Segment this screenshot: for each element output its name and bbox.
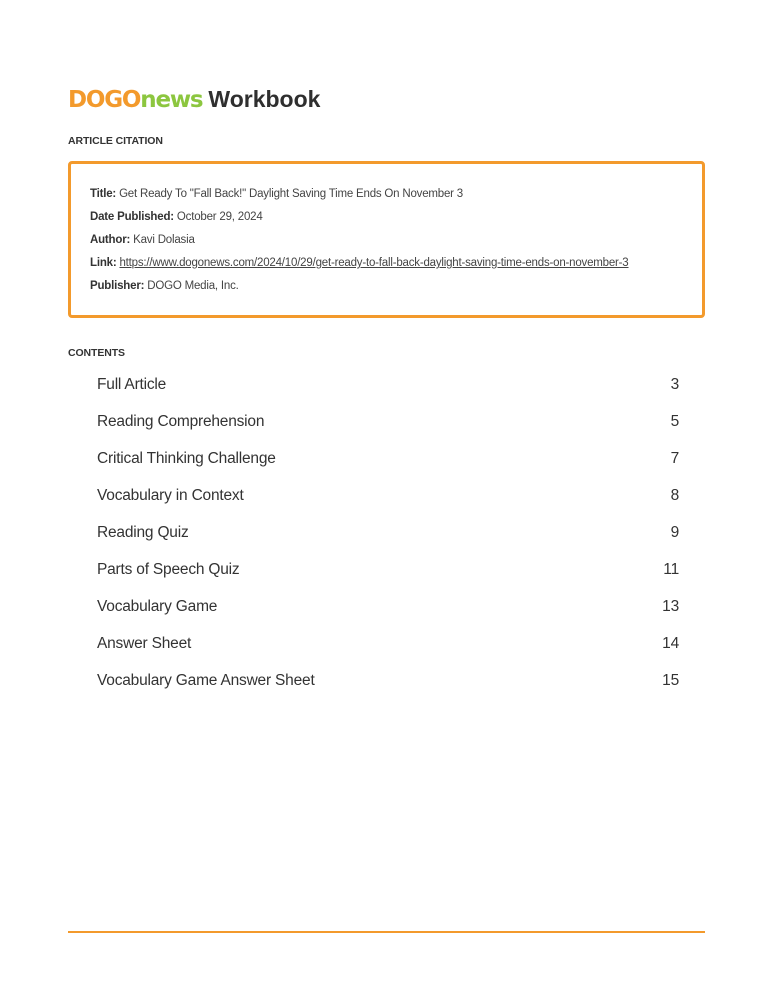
toc-item-critical-thinking[interactable] (97, 450, 679, 487)
toc-item-label: Vocabulary Game Answer Sheet (97, 672, 315, 689)
toc-item-page: 7 (670, 450, 679, 467)
workbook-header (68, 86, 320, 113)
citation-date-row (90, 211, 263, 223)
citation-author-value: Kavi Dolasia (133, 234, 195, 246)
toc-item-label: Answer Sheet (97, 635, 192, 652)
toc-item-full-article[interactable] (97, 376, 679, 413)
toc-item-page: 11 (663, 561, 679, 578)
citation-title-row (90, 188, 463, 200)
citation-link-key: Link: (90, 257, 117, 269)
toc-item-page: 9 (670, 524, 679, 541)
toc-item-page: 15 (662, 672, 679, 689)
footer-divider (68, 931, 705, 933)
citation-author-key: Author: (90, 234, 131, 246)
citation-publisher-key: Publisher: (90, 280, 145, 292)
article-citation-heading: ARTICLE CITATION (68, 135, 163, 147)
citation-author-row (90, 234, 195, 246)
toc-item-label: Full Article (97, 376, 167, 393)
toc-item-label: Vocabulary in Context (97, 487, 244, 504)
toc-item-parts-of-speech-quiz[interactable] (97, 561, 679, 598)
citation-publisher-row (90, 280, 239, 292)
citation-date-value: October 29, 2024 (176, 211, 263, 223)
citation-box (68, 161, 705, 318)
toc-item-page: 13 (662, 598, 679, 615)
dogonews-logo-dogo: DOGO (68, 87, 141, 113)
contents-heading: CONTENTS (68, 347, 125, 359)
toc-item-vocabulary-in-context[interactable] (97, 487, 679, 524)
toc-item-label: Parts of Speech Quiz (97, 561, 240, 578)
citation-link-row (90, 257, 629, 269)
dogonews-logo-news: news (140, 87, 203, 113)
toc-item-page: 8 (670, 487, 679, 504)
citation-link[interactable]: https://www.dogonews.com/2024/10/29/get-ready-to-fall-back-daylight-saving-time-ends-on-november-3 (119, 257, 629, 269)
toc-item-label: Reading Quiz (97, 524, 189, 541)
toc-item-vocabulary-game[interactable] (97, 598, 679, 635)
toc-item-page: 14 (662, 635, 679, 652)
toc-item-page: 5 (670, 413, 679, 430)
citation-title-key: Title: (90, 188, 117, 200)
toc-item-vocabulary-game-answer-sheet[interactable] (97, 672, 679, 709)
toc-item-label: Critical Thinking Challenge (97, 450, 276, 467)
citation-title-value: Get Ready To "Fall Back!" Daylight Saving Time Ends On November 3 (119, 188, 464, 200)
toc-item-page: 3 (670, 376, 679, 393)
citation-publisher-value: DOGO Media, Inc. (147, 280, 239, 292)
page-title: Workbook (208, 86, 321, 112)
toc-item-label: Reading Comprehension (97, 413, 265, 430)
toc-item-label: Vocabulary Game (97, 598, 218, 615)
toc-item-reading-quiz[interactable] (97, 524, 679, 561)
table-of-contents (97, 376, 679, 709)
toc-item-reading-comprehension[interactable] (97, 413, 679, 450)
toc-item-answer-sheet[interactable] (97, 635, 679, 672)
citation-date-key: Date Published: (90, 211, 174, 223)
